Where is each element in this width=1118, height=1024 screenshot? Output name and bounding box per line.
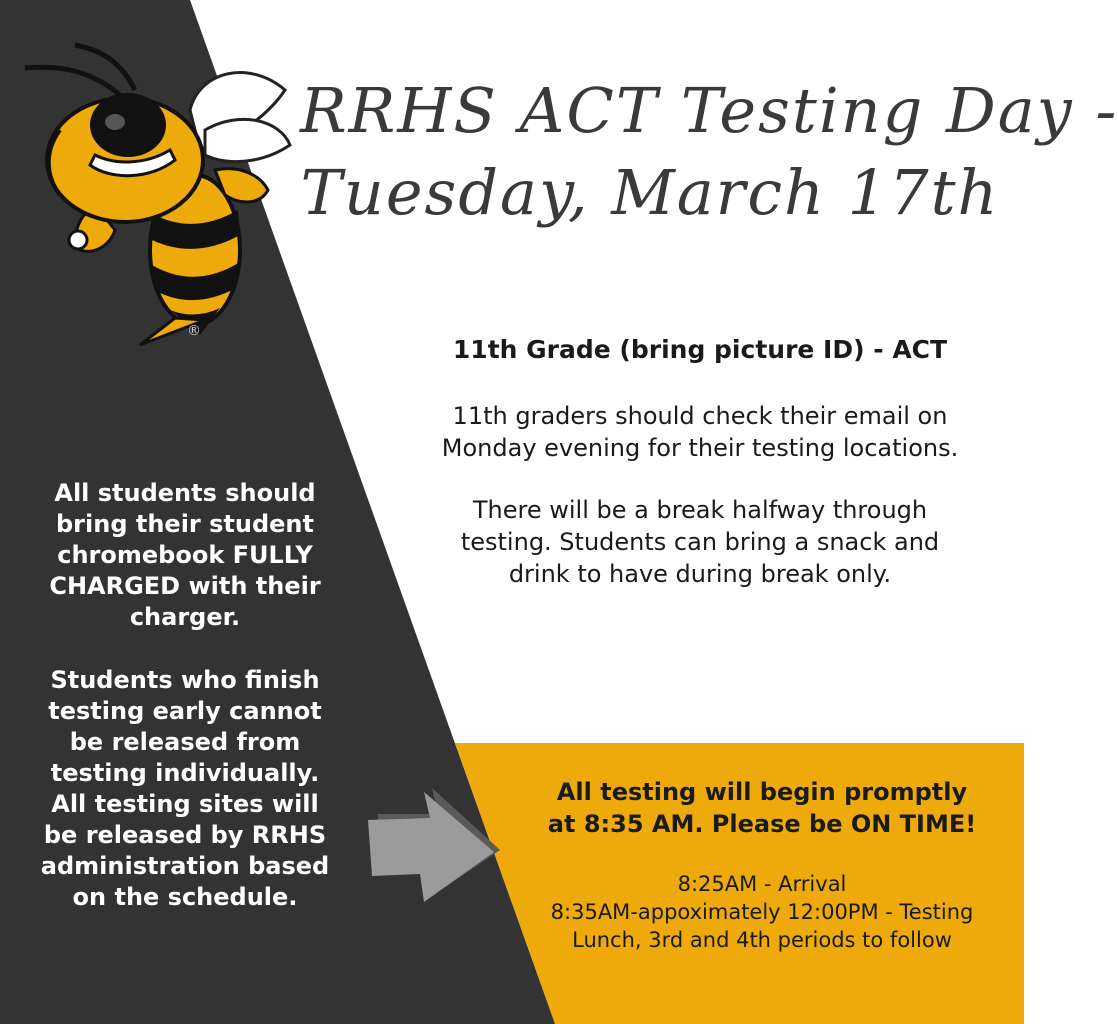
chromebook-line: charger. xyxy=(129,603,241,631)
grade-heading: 11th Grade (bring picture ID) - ACT xyxy=(452,335,948,364)
release-line: be released from xyxy=(69,728,301,756)
on-time-notice xyxy=(500,776,1024,840)
schedule-item: Lunch, 3rd and 4th periods to follow xyxy=(572,928,952,952)
schedule-list xyxy=(500,870,1024,954)
page-title xyxy=(300,70,1118,234)
chromebook-line: All students should xyxy=(54,479,316,507)
chromebook-line: chromebook FULLY xyxy=(57,541,313,569)
prompt-line-2: at 8:35 AM. Please be ON TIME! xyxy=(547,810,977,838)
schedule-item: 8:35AM-appoximately 12:00PM - Testing xyxy=(550,900,974,924)
release-line: administration based xyxy=(40,852,330,880)
release-notice xyxy=(20,665,350,913)
release-line: be released by RRHS xyxy=(43,821,327,849)
prompt-line-1: All testing will begin promptly xyxy=(556,778,968,806)
release-line: on the schedule. xyxy=(72,883,298,911)
break-line-2: testing. Students can bring a snack and xyxy=(460,528,940,556)
chromebook-line: bring their student xyxy=(56,510,314,538)
chromebook-line: CHARGED with their xyxy=(49,572,321,600)
chromebook-notice xyxy=(20,478,350,633)
break-line-3: drink to have during break only. xyxy=(508,560,892,588)
title-line-1: RRHS ACT Testing Day - xyxy=(300,74,1118,147)
email-notice xyxy=(380,400,1020,464)
title-line-2: Tuesday, March 17th xyxy=(300,156,1000,229)
release-line: All testing sites will xyxy=(51,790,319,818)
registered-mark: ® xyxy=(187,323,201,339)
email-line-1: 11th graders should check their email on xyxy=(452,402,948,430)
break-notice xyxy=(380,494,1020,590)
email-line-2: Monday evening for their testing locations. xyxy=(441,434,959,462)
break-line-1: There will be a break halfway through xyxy=(472,496,928,524)
release-line: testing individually. xyxy=(50,759,320,787)
schedule-item: 8:25AM - Arrival xyxy=(677,872,847,896)
release-line: Students who finish xyxy=(50,666,320,694)
release-line: testing early cannot xyxy=(48,697,322,725)
